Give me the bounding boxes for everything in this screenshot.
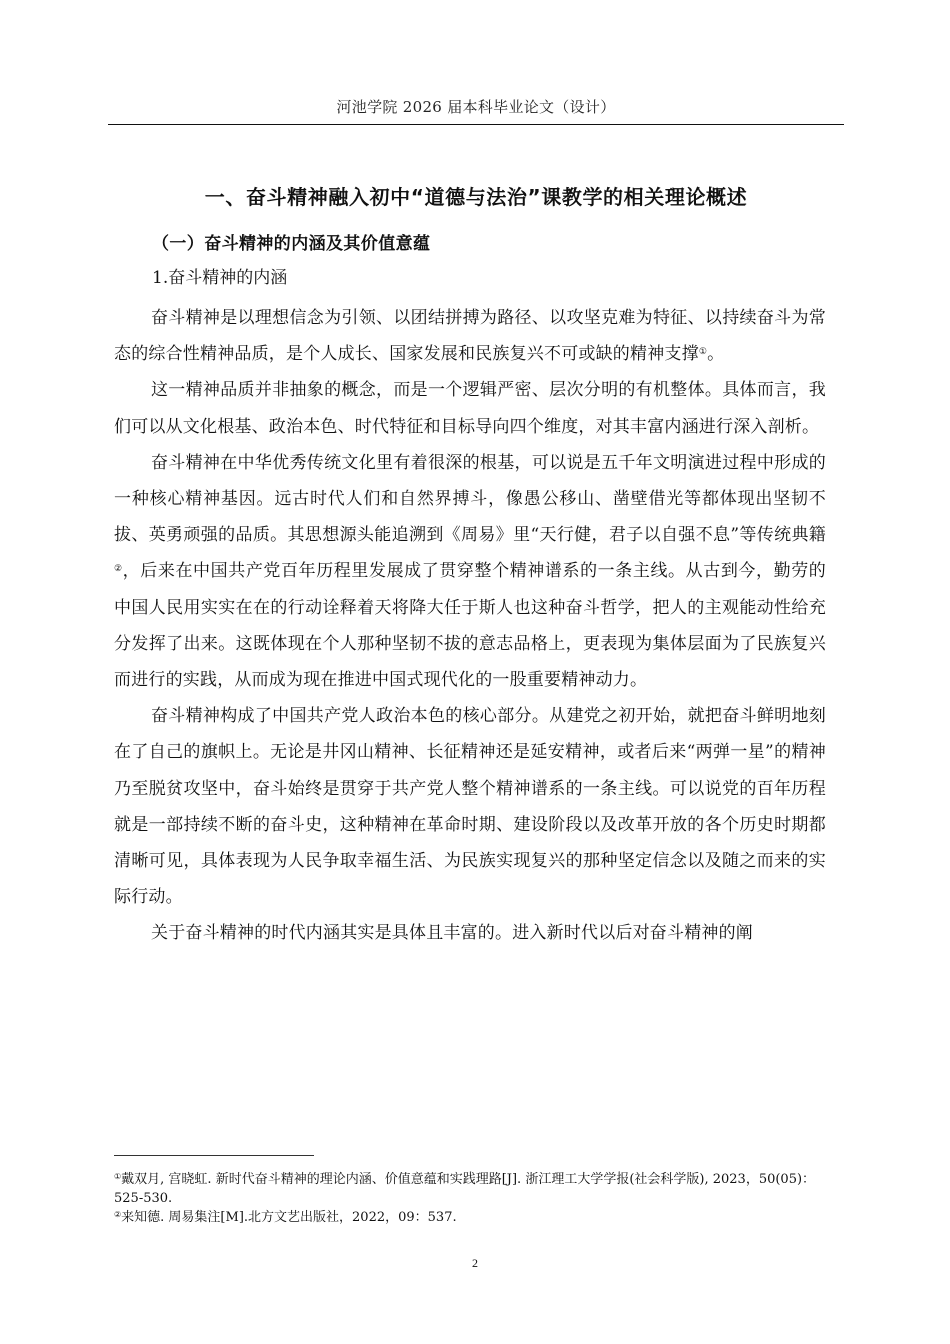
header-divider	[108, 124, 844, 125]
paragraph-5: 关于奋斗精神的时代内涵其实是具体且丰富的。进入新时代以后对奋斗精神的阐	[151, 923, 753, 944]
footnote-divider	[114, 1155, 314, 1156]
footnote-1-mark: ①	[114, 1172, 122, 1181]
paragraph-1-end: 。	[707, 344, 725, 365]
running-header: 河池学院 2026 届本科毕业论文（设计）	[336, 98, 616, 116]
subsubsection-title: 1.奋斗精神的内涵	[152, 268, 288, 288]
paragraph-3	[114, 445, 826, 698]
section-title: 一、奋斗精神融入初中“道德与法治”课教学的相关理论概述	[204, 185, 748, 209]
paragraph-1	[114, 300, 826, 372]
page-number: 2	[472, 1256, 478, 1270]
footnote-2-text: 来知德. 周易集注[M].北方文艺出版社，2022，09：537.	[121, 1210, 457, 1225]
paragraph-1-text: 奋斗精神是以理想信念为引领、以团结拼搏为路径、以攻坚克难为特征、以持续奋斗为常态的综合性精神品质，是个人成长、国家发展和民族复兴不可或缺的精神支撑	[114, 308, 826, 365]
body-text	[114, 300, 826, 952]
footnote-1	[114, 1170, 830, 1208]
footnote-1-text: 戴双月, 宫晓虹. 新时代奋斗精神的理论内涵、价值意蕴和实践理路[J]. 浙江理工大学学报(社会科学版), 2023，50(05)：525-530.	[114, 1172, 816, 1206]
subsection-title: （一）奋斗精神的内涵及其价值意蕴	[152, 234, 431, 254]
footnote-2-mark: ②	[114, 1210, 122, 1219]
paragraph-2: 这一精神品质并非抽象的概念，而是一个逻辑严密、层次分明的有机整体。具体而言，我们可以从文化根基、政治本色、时代特征和目标导向四个维度，对其丰富内涵进行深入剖析。	[114, 380, 826, 437]
paragraph-3-end: ，后来在中国共产党百年历程里发展成了贯穿整个精神谱系的一条主线。从古到今，勤劳的中国人民用实实在在的行动诠释着天将降大任于斯人也这种奋斗哲学，把人的主观能动性给充分发挥了出来。这既体现在个人那种坚韧不拔的意志品格上，更表现为集体层面为了民族复兴而进行的实践，从而成为现在推进中国式现代化的一股重要精神动力。	[114, 561, 826, 691]
paragraph-3-text: 奋斗精神在中华优秀传统文化里有着很深的根基，可以说是五千年文明演进过程中形成的一种核心精神基因。远古时代人们和自然界搏斗，像愚公移山、凿壁借光等都体现出坚韧不拔、英勇顽强的品质。其思想源头能追溯到《周易》里“天行健，君子以自强不息”等传统典籍	[114, 452, 826, 546]
paragraph-4: 奋斗精神构成了中国共产党人政治本色的核心部分。从建党之初开始，就把奋斗鲜明地刻在了自己的旗帜上。无论是井冈山精神、长征精神还是延安精神，或者后来“两弹一星”的精神乃至脱贫攻坚中，奋斗始终是贯穿于共产党人整个精神谱系的一条主线。可以说党的百年历程就是一部持续不断的奋斗史，这种精神在革命时期、建设阶段以及改革开放的各个历史时期都清晰可见，具体表现为人民争取幸福生活、为民族实现复兴的那种坚定信念以及随之而来的实际行动。	[114, 706, 826, 908]
footnote-2	[114, 1208, 830, 1227]
footnote-ref-1[interactable]: ①	[698, 347, 708, 358]
footnotes	[114, 1170, 830, 1227]
footnote-ref-2[interactable]: ②	[114, 564, 123, 575]
